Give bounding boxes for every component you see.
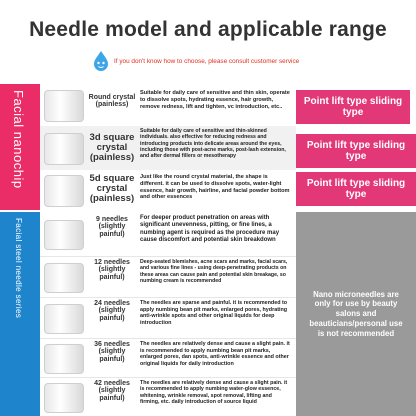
steel-row-42 — [40, 378, 296, 416]
needle-name: 36 needles (slightly painful) — [94, 341, 130, 363]
needle-description: The needles are relatively dense and cause a slight pain. it is recommended to apply numbing bean pit marks, enlarged pores, dan spots, anti-wrinkle essence and other original liquids for daily introduction — [140, 341, 290, 367]
square-crystal-3d-head-image — [44, 133, 84, 165]
needle-name: 42 needles (slightly painful) — [94, 380, 130, 402]
needle-description: The needles are relatively dense and cause a slight pain. it is recommended to apply numbing water-glow essence, whitening, wrinkle removal, spot removal, lifting and firming, etc. daily introduction of source liquid — [140, 380, 288, 406]
section-band-steel-needle — [0, 212, 40, 416]
needle-name: 24 needles (slightly painful) — [94, 300, 130, 322]
steel-usage-note: Nano microneedles are only for use by beauty salons and beauticians/personal use is not recommended — [309, 289, 403, 338]
steel-row-9 — [40, 212, 296, 256]
type-panel-5d: Point lift type sliding type — [296, 172, 416, 206]
steel-row-12 — [40, 257, 296, 297]
nano-row-3d-square — [40, 126, 296, 170]
consult-notice: If you don't know how to choose, please consult customer service — [114, 58, 300, 65]
nano-row-round-crystal — [40, 84, 296, 126]
square-crystal-5d-head-image — [44, 175, 84, 207]
section-band-facial-nanochip — [0, 84, 40, 210]
needle-description: For deeper product penetration on areas with significant unevenness, pitting, or fine lines, a numbing agent is required as the procedure may cause discomfort and potential skin breakdown — [140, 215, 280, 243]
section-label-facial: Facial nanochip — [11, 90, 26, 189]
needle-cartridge-42-image — [44, 383, 84, 413]
steel-usage-note-panel — [296, 212, 416, 416]
steel-row-24 — [40, 298, 296, 338]
needle-name: Round crystal (painless) — [88, 94, 136, 109]
type-panel-3d: Point lift type sliding type — [296, 134, 416, 168]
steel-row-36 — [40, 339, 296, 377]
needle-description: The needles are sparse and painful. it is recommended to apply numbing bean pit marks, enlarged pores, hydrating anti-wrinkle spots and other original liquids for deep introduction — [140, 300, 288, 326]
nano-row-5d-square — [40, 170, 296, 210]
needle-description: Deep-seated blemishes, acne scars and marks, facial scars, and various fine lines - using deep-penetrating products on these areas can cause pain and potential skin breakage, so numbing cream is recommended — [140, 259, 288, 285]
needle-description: Suitable for daily care of sensitive and thin skin, operate to dissolve spots, hydrating essence, hair growth, remove redness, lift and tighten, vc introduction, etc.. — [140, 90, 290, 110]
needle-cartridge-24-image — [44, 304, 84, 334]
needle-cartridge-9-image — [44, 220, 84, 250]
section-label-steel: Facial steel needle series — [14, 218, 23, 319]
needle-description: Just like the round crystal material, the shape is different. it can be used to dissolve spots, water-light essence, hair growth, hairline, and facial powder bottom and other essences — [140, 174, 290, 201]
page-title: Needle model and applicable range — [29, 18, 387, 41]
needle-name: 5d square crystal (painless) — [89, 173, 135, 204]
round-crystal-head-image — [44, 90, 84, 122]
needle-cartridge-36-image — [44, 344, 84, 374]
type-panel-round: Point lift type sliding type — [296, 90, 410, 124]
needle-name: 3d square crystal (painless) — [89, 132, 135, 163]
needle-name: 12 needles (slightly painful) — [94, 259, 130, 281]
needle-name: 9 needles (slightly painful) — [96, 216, 128, 238]
needle-cartridge-12-image — [44, 263, 84, 293]
needle-description: Suitable for daily care of sensitive and thin-skinned individuals. also effective for reducing redness and introducing products into delicate areas around the eyes, including those with post-acne marks, post-lash extension, and after dermal fillers or mesotherapy — [140, 128, 286, 160]
water-drop-mascot-icon — [92, 50, 110, 72]
